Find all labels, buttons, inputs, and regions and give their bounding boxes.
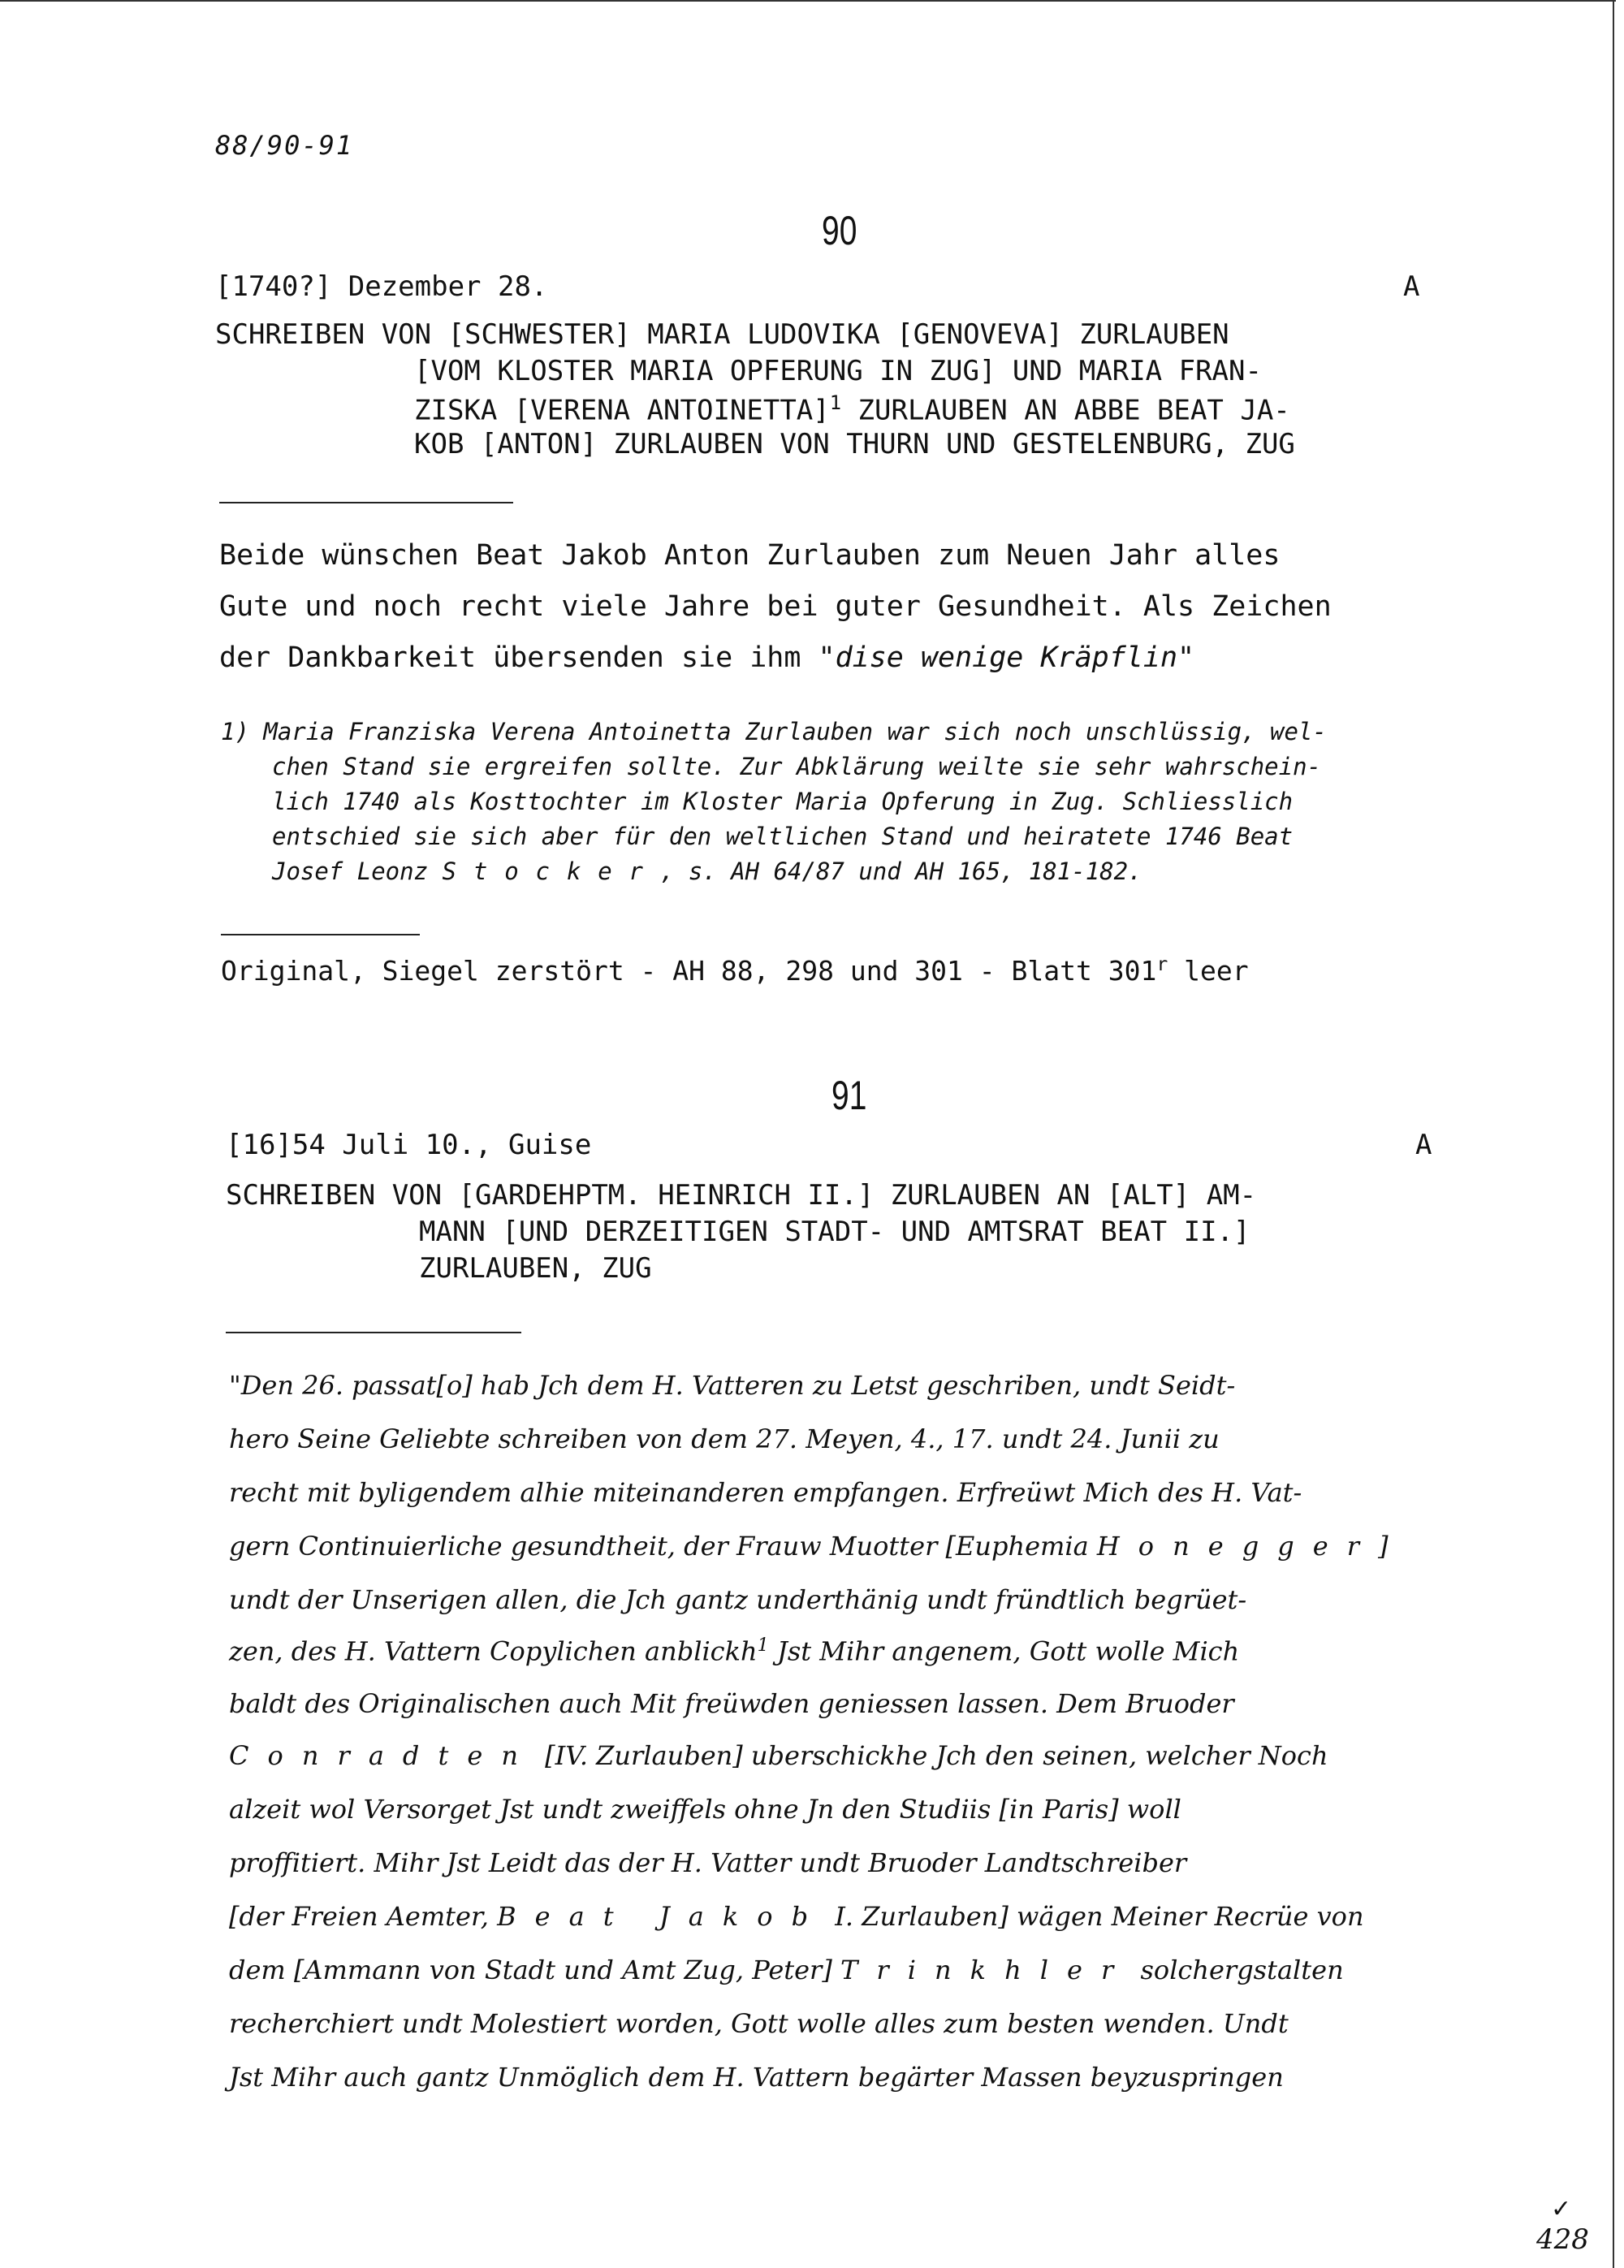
divider [226,1332,521,1333]
doc91-text-line-8: Conradten [IV. Zurlauben] uberschickhe Jch den seinen, welcher Noch [229,1740,1328,1771]
doc90-type: A [1403,270,1420,303]
doc91-text-line-9: alzeit wol Versorget Jst undt zweiffels ohne Jn den Studiis [in Paris] woll [229,1794,1181,1825]
doc90-footnote-line-1: 1) Maria Franziska Verena Antoinetta Zurlauben war sich noch unschlüssig, wel- [221,718,1327,745]
divider [221,934,420,935]
doc91-text-line-4: gern Continuierliche gesundtheit, der Frauw Muotter [Euphemia Honegger] [229,1531,1389,1562]
doc91-text-line-10: proffitiert. Mihr Jst Leidt das der H. Vatter undt Bruoder Landtschreiber [229,1847,1187,1878]
doc90-number: 90 [822,208,857,253]
doc91-title-line-2: MANN [UND DERZEITIGEN STADT- UND AMTSRAT BEAT II.] [419,1216,1250,1248]
doc91-title-line-1: SCHREIBEN VON [GARDEHPTM. HEINRICH II.] ZURLAUBEN AN [ALT] AM- [226,1179,1257,1212]
doc90-title-line-4: KOB [ANTON] ZURLAUBEN VON THURN UND GESTELENBURG, ZUG [414,428,1295,460]
doc90-title-line-3: ZISKA [VERENA ANTOINETTA]$^1$ ZURLAUBEN AN ABBE BEAT JA- [414,391,1290,427]
doc90-footnote-line-4: entschied sie sich aber für den weltlichen Stand und heiratete 1746 Beat [272,823,1294,850]
doc90-title-line-1: SCHREIBEN VON [SCHWESTER] MARIA LUDOVIKA [GENOVEVA] ZURLAUBEN [215,318,1229,351]
doc91-number: 91 [831,1073,867,1118]
doc91-text-line-7: baldt des Originalischen auch Mit freüwden geniessen lassen. Dem Bruoder [229,1688,1234,1719]
doc91-text-line-5: undt der Unserigen allen, die Jch gantz underthänig undt fründtlich begrüet- [229,1584,1247,1615]
reference-code: 88/90-91 [215,130,354,161]
doc91-text-line-1: "Den 26. passat[o] hab Jch dem H. Vatteren zu Letst geschriben, undt Seidt- [229,1370,1236,1401]
handwritten-page-number: 428 [1536,2223,1589,2256]
doc90-summary-line-3: der Dankbarkeit übersenden sie ihm "dise wenige Kräpflin" [219,642,1195,674]
doc91-text-line-6: zen, des H. Vattern Copylichen anblickh$^1$ Jst Mihr angenem, Gott wolle Mich [229,1635,1240,1667]
doc90-date: [1740?] Dezember 28. [215,270,548,303]
doc90-footnote-line-3: lich 1740 als Kosttochter im Kloster Maria Opferung in Zug. Schliesslich [272,788,1294,815]
doc91-text-line-2: hero Seine Geliebte schreiben von dem 27. Meyen, 4., 17. undt 24. Junii zu [229,1423,1220,1454]
doc91-text-line-12: dem [Ammann von Stadt und Amt Zug, Peter] Trinkhler solchergstalten [229,1955,1344,1985]
divider [219,502,513,503]
doc90-footnote-line-2: chen Stand sie ergreifen sollte. Zur Abklärung weilte sie sehr wahrschein- [272,753,1322,780]
doc91-type: A [1415,1129,1432,1161]
checkmark: ✓ [1551,2195,1572,2223]
doc91-text-line-13: recherchiert undt Molestiert worden, Gott wolle alles zum besten wenden. Undt [229,2008,1289,2039]
doc91-text-line-3: recht mit byligendem alhie miteinanderen empfangen. Erfreüwt Mich des H. Vat- [229,1477,1302,1508]
doc91-date: [16]54 Juli 10., Guise [226,1129,592,1161]
doc90-source-line: Original, Siegel zerstört - AH 88, 298 und 301 - Blatt 301$^r$ leer [221,954,1249,987]
scan-border-right [1613,0,1614,2268]
doc91-title-line-3: ZURLAUBEN, ZUG [419,1252,652,1285]
scan-border-top [0,0,1616,2]
doc90-summary-line-1: Beide wünschen Beat Jakob Anton Zurlauben zum Neuen Jahr alles [219,539,1281,572]
doc90-footnote-line-5: Josef Leonz Stocker, s. AH 64/87 und AH 165, 181-182. [272,858,1142,885]
doc90-title-line-2: [VOM KLOSTER MARIA OPFERUNG IN ZUG] UND MARIA FRAN- [414,355,1262,387]
doc91-text-line-11: [der Freien Aemter, Beat Jakob I. Zurlauben] wägen Meiner Recrüe von [229,1901,1364,1932]
doc90-summary-line-2: Gute und noch recht viele Jahre bei guter Gesundheit. Als Zeichen [219,590,1332,623]
doc91-text-line-14: Jst Mihr auch gantz Unmöglich dem H. Vattern begärter Massen beyzuspringen [229,2062,1284,2093]
